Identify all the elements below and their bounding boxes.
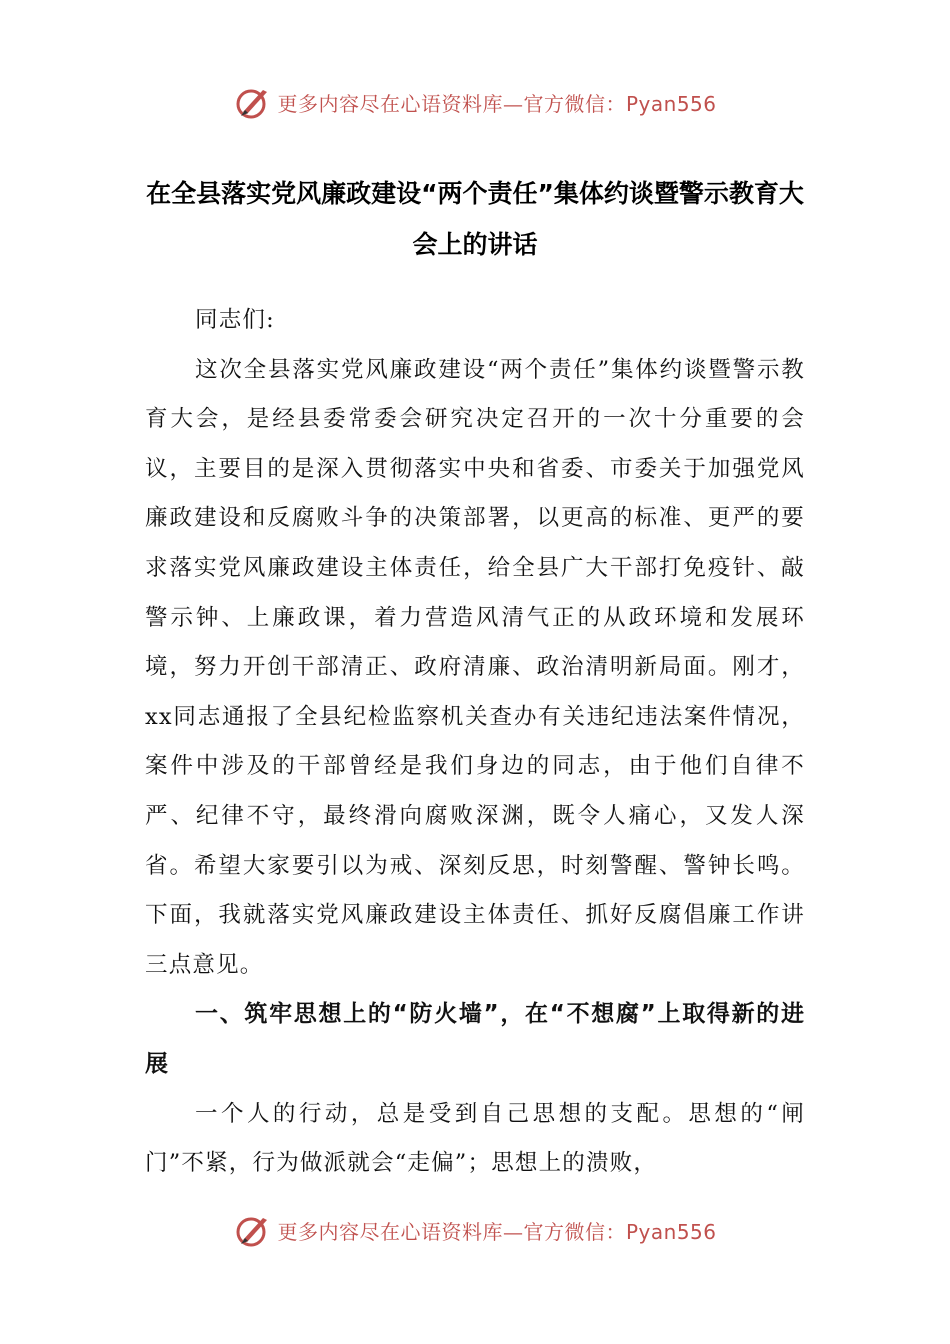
pen-logo-icon — [233, 82, 273, 122]
intro-paragraph: 这次全县落实党风廉政建设“两个责任”集体约谈暨警示教育大会，是经县委常委会研究决定召开的一次十分重要的会议，主要目的是深入贯彻落实中央和省委、市委关于加强党风廉政建设和反腐败斗争的决策部署，以更高的标准、更严的要求落实党风廉政建设主体责任，给全县广大干部打免疫针、敲警示钟、上廉政课，着力营造风清气正的从政环境和发展环境，努力开创干部清正、政府清廉、政治清明新局面。刚才，xx同志通报了全县纪检监察机关查办有关违纪违法案件情况，案件中涉及的干部曾经是我们身边的同志，由于他们自律不严、纪律不守，最终滑向腐败深渊，既令人痛心，又发人深省。希望大家要引以为戒、深刻反思，时刻警醒、警钟长鸣。下面，我就落实党风廉政建设主体责任、抓好反腐倡廉工作讲三点意见。 — [145, 356, 805, 978]
document-title: 在全县落实党风廉政建设“两个责任”集体约谈暨警示教育大会上的讲话 — [146, 179, 804, 259]
pen-logo-icon — [233, 1210, 273, 1250]
salutation: 同志们: — [195, 307, 275, 333]
section-heading: 一、筑牢思想上的“防火墙”，在“不想腐”上取得新的进展 — [145, 1001, 805, 1077]
document-body — [145, 296, 805, 1189]
watermark-text: 更多内容尽在心语资料库—官方微信：Pyan556 — [277, 91, 717, 116]
watermark-text: 更多内容尽在心语资料库—官方微信：Pyan556 — [277, 1219, 717, 1244]
section-paragraph: 一个人的行动，总是受到自己思想的支配。思想的“闸门”不紧，行为做派就会“走偏”；思想上的溃败， — [145, 1100, 805, 1177]
watermark-header — [0, 82, 950, 122]
watermark-footer — [0, 1210, 950, 1250]
